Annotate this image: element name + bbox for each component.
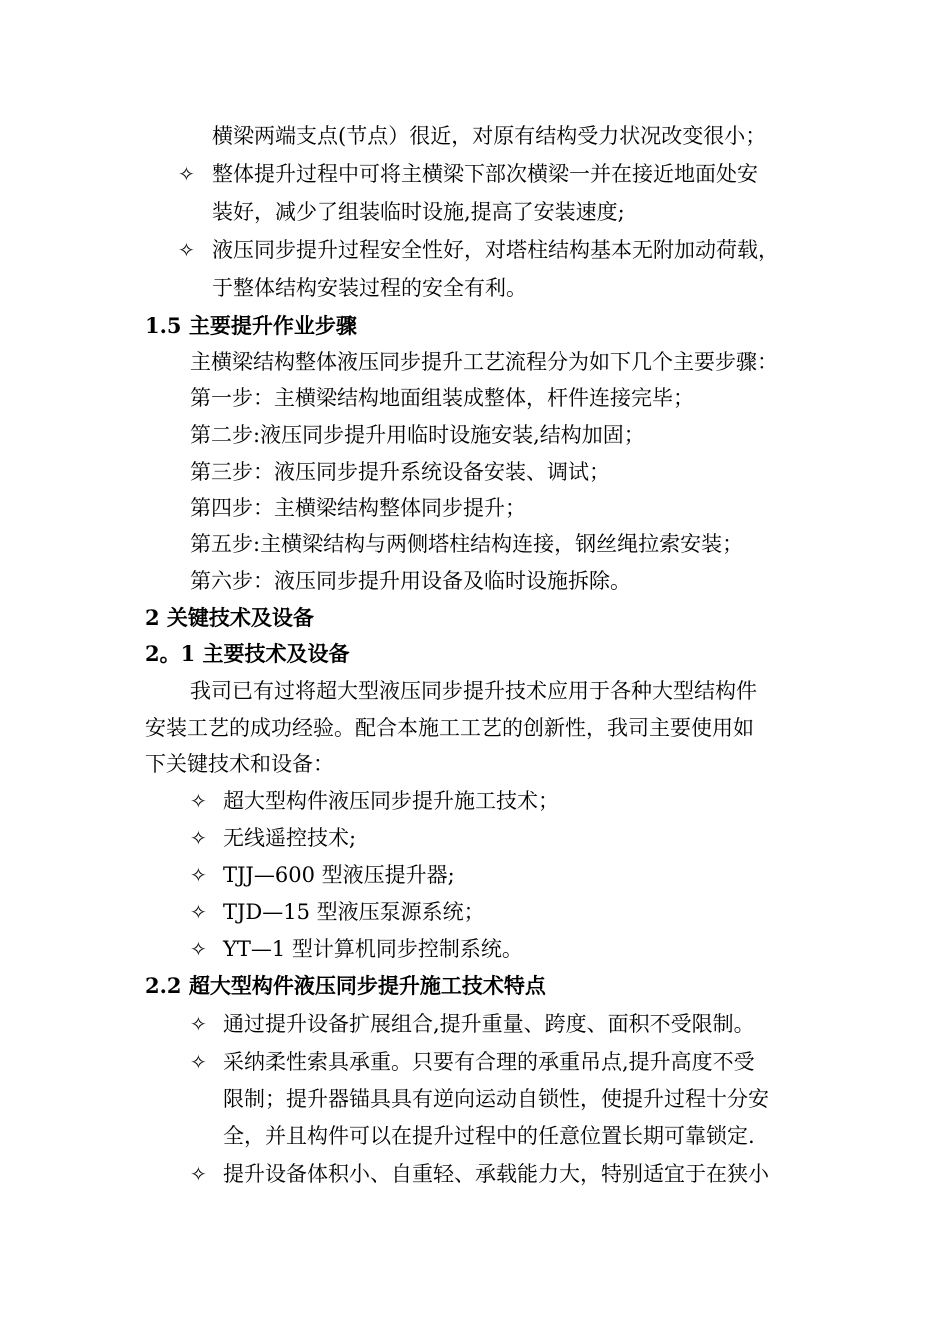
step-line: 第二步:液压同步提升用临时设施安装,结构加固； [190,423,645,447]
diamond-bullet-icon: ✧ [178,238,195,262]
diamond-bullet-icon: ✧ [190,1162,207,1186]
list-item: TJJ—600 型液压提升器; [223,863,455,887]
list-item-line: 整体提升过程中可将主横梁下部次横梁一并在接近地面处安 [212,162,758,186]
diamond-bullet-icon: ✧ [190,937,207,961]
list-item-line: 液压同步提升过程安全性好，对塔柱结构基本无附加动荷载， [212,238,779,262]
diamond-bullet-icon: ✧ [190,900,207,924]
diamond-bullet-icon: ✧ [190,863,207,887]
list-item-line: 限制；提升器锚具具有逆向运动自锁性，使提升过程十分安 [223,1087,769,1111]
list-item: TJD—15 型液压泵源系统； [223,900,485,924]
text-line: 横梁两端支点(节点）很近，对原有结构受力状况改变很小； [212,124,767,148]
list-item: 超大型构件液压同步提升施工技术； [223,789,559,813]
step-line: 第六步：液压同步提升用设备及临时设施拆除。 [190,569,631,593]
paragraph-line: 我司已有过将超大型液压同步提升技术应用于各种大型结构件 [190,679,757,703]
list-item-line: 提升设备体积小、自重轻、承载能力大，特别适宜于在狭小 [223,1162,769,1186]
list-item: YT—1 型计算机同步控制系统。 [223,937,523,961]
step-line: 第三步：液压同步提升系统设备安装、调试； [190,460,610,484]
subsection-heading: 2。1 主要技术及设备 [145,641,350,666]
section-heading: 2 关键技术及设备 [145,605,314,630]
diamond-bullet-icon: ✧ [190,1050,207,1074]
list-item-line: 装好，减少了组装临时设施,提高了安装速度; [212,200,625,224]
subsection-heading: 2.2 超大型构件液压同步提升施工技术特点 [145,973,546,998]
diamond-bullet-icon: ✧ [190,826,207,850]
diamond-bullet-icon: ✧ [178,162,195,186]
list-item: 无线遥控技术; [223,826,357,850]
list-item-line: 全，并且构件可以在提升过程中的任意位置长期可靠锁定. [223,1124,755,1148]
list-item-line: 于整体结构安装过程的安全有利。 [212,276,527,300]
section-heading: 1.5 主要提升作业步骤 [145,313,357,338]
step-line: 第五步:主横梁结构与两侧塔柱结构连接，钢丝绳拉索安装； [190,532,744,556]
paragraph-line: 下关键技术和设备： [145,752,334,776]
list-item-line: 采纳柔性索具承重。只要有合理的承重吊点,提升高度不受 [223,1050,755,1074]
step-line: 第一步：主横梁结构地面组装成整体，杆件连接完毕； [190,386,694,410]
paragraph-line: 安装工艺的成功经验。配合本施工工艺的创新性，我司主要使用如 [145,716,754,740]
diamond-bullet-icon: ✧ [190,789,207,813]
paragraph-line: 主横梁结构整体液压同步提升工艺流程分为如下几个主要步骤： [190,350,778,374]
diamond-bullet-icon: ✧ [190,1012,207,1036]
list-item: 通过提升设备扩展组合,提升重量、跨度、面积不受限制。 [223,1012,755,1036]
step-line: 第四步：主横梁结构整体同步提升； [190,496,526,520]
